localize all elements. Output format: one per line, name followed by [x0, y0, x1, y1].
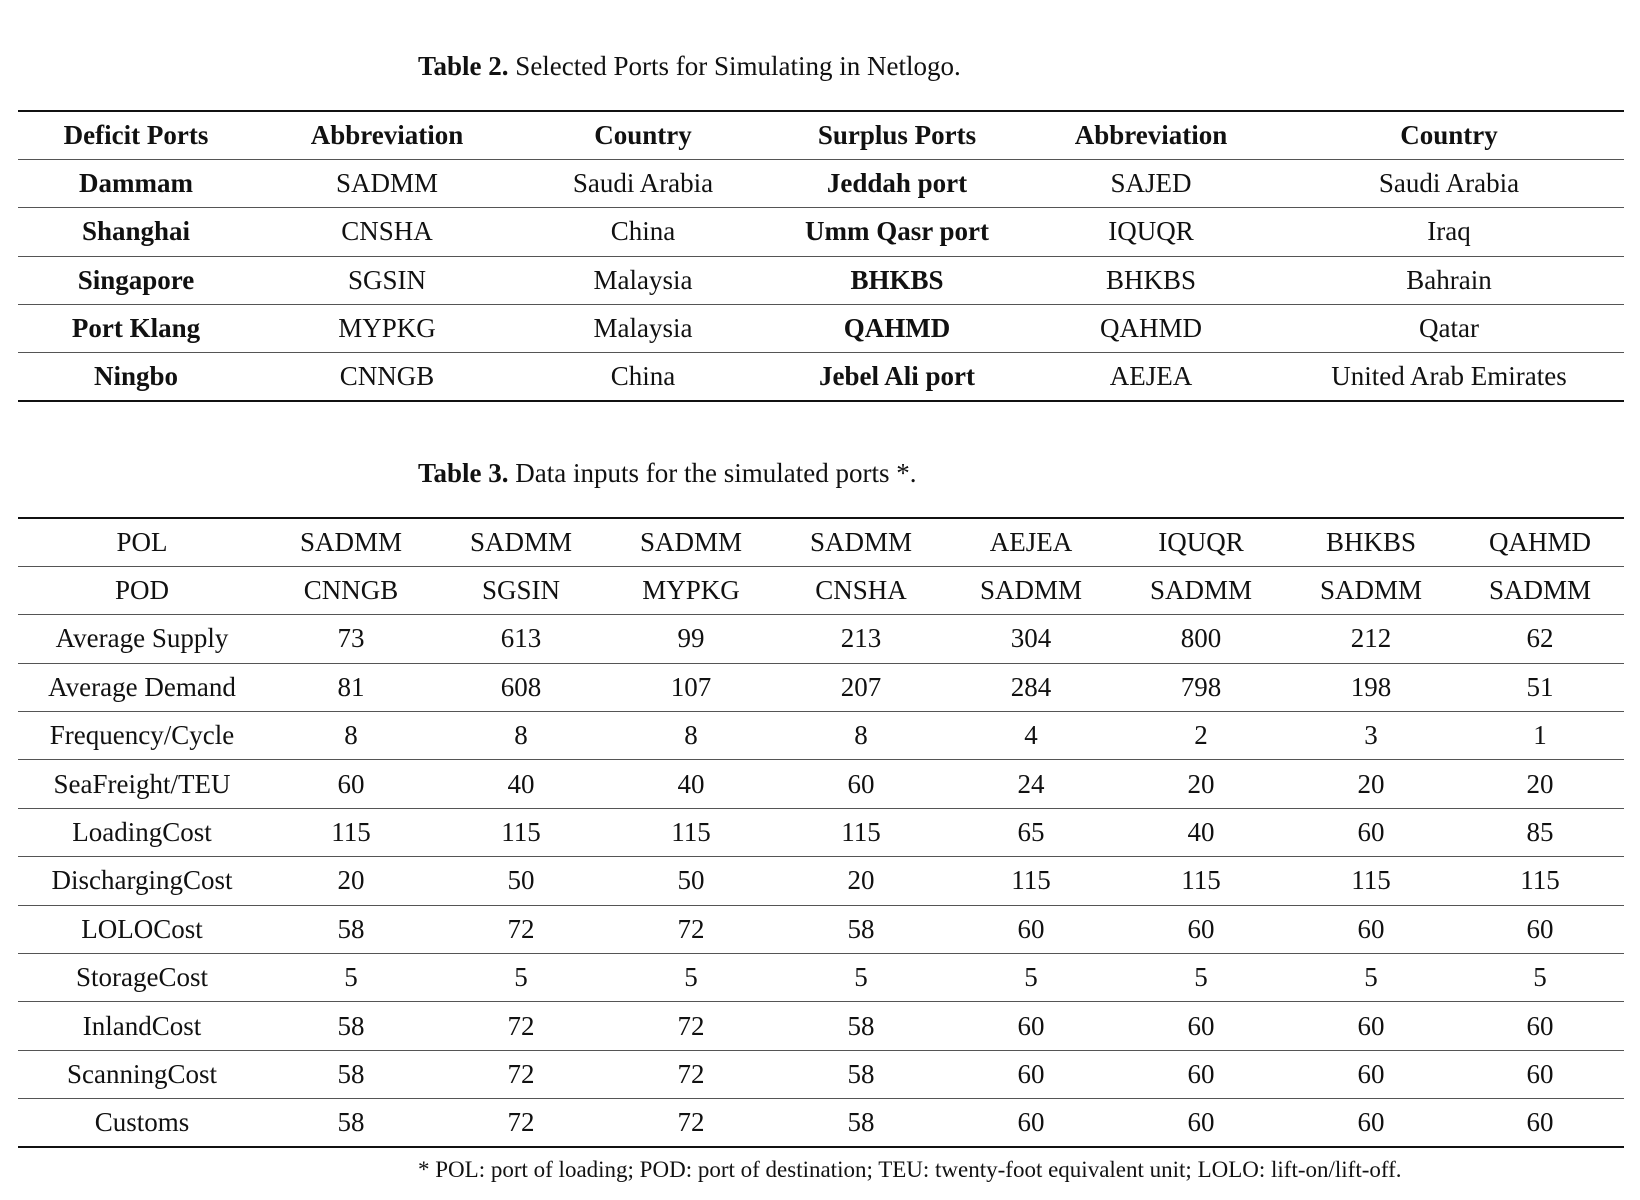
value-cell: 72 [606, 1002, 776, 1050]
table-row [18, 1002, 1624, 1050]
value-cell: 304 [946, 615, 1116, 663]
deficit-port-cell: Ningbo [93, 361, 179, 392]
surplus-port-cell: BHKBS [766, 256, 1028, 304]
value-cell: 72 [436, 1002, 606, 1050]
value-cell: 60 [946, 1050, 1116, 1098]
abbreviation-cell: IQUQR [1028, 208, 1274, 256]
row-label-cell: ScanningCost [18, 1050, 266, 1098]
table-row [18, 1050, 1624, 1098]
deficit-port-cell: Shanghai [18, 208, 254, 256]
value-cell: 198 [1286, 663, 1456, 711]
value-cell: 284 [946, 663, 1116, 711]
value-cell: 8 [606, 712, 776, 760]
table-row [18, 353, 1624, 401]
table3-label: Table 3. [418, 458, 509, 488]
surplus-port-cell: Jeddah port [766, 159, 1028, 207]
table-row [18, 256, 1624, 304]
country-cell: United Arab Emirates [1331, 361, 1567, 392]
value-cell: 81 [266, 663, 436, 711]
deficit-port-cell: Port Klang [18, 305, 254, 353]
value-cell: 212 [1286, 615, 1456, 663]
value-cell: 40 [1116, 808, 1286, 856]
table2-header-abbreviation: Abbreviation [254, 111, 520, 159]
value-cell: 60 [1017, 1107, 1045, 1138]
value-cell: 50 [436, 857, 606, 905]
value-cell: 5 [606, 954, 776, 1002]
row-label-cell: Frequency/Cycle [18, 712, 266, 760]
deficit-port-cell: Dammam [18, 159, 254, 207]
value-cell: SADMM [776, 518, 946, 566]
value-cell: 115 [946, 857, 1116, 905]
value-cell: SADMM [946, 566, 1116, 614]
value-cell: 213 [776, 615, 946, 663]
value-cell: 60 [1357, 1107, 1385, 1138]
row-label-cell: LOLOCost [18, 905, 266, 953]
table3-footnote: * POL: port of loading; POD: port of destination; TEU: twenty-foot equivalent unit; LOLO: lift-on/lift-off. [418, 1157, 1402, 1182]
row-label-cell: Customs [94, 1107, 190, 1138]
value-cell: IQUQR [1116, 518, 1286, 566]
table-row [18, 615, 1624, 663]
table-row [18, 305, 1624, 353]
value-cell: 20 [1116, 760, 1286, 808]
value-cell: 5 [266, 954, 436, 1002]
abbreviation-cell: SGSIN [254, 256, 520, 304]
value-cell: 20 [266, 857, 436, 905]
value-cell: 5 [436, 954, 606, 1002]
table2 [18, 110, 1624, 402]
table-row [18, 663, 1624, 711]
row-label-cell: Average Demand [18, 663, 266, 711]
table-row [18, 159, 1624, 207]
value-cell: CNSHA [776, 566, 946, 614]
value-cell: SADMM [1286, 566, 1456, 614]
table2-header-country-2: Country [1274, 111, 1624, 159]
value-cell: 50 [606, 857, 776, 905]
table2-header-surplus-ports: Surplus Ports [766, 111, 1028, 159]
value-cell: QAHMD [1456, 518, 1624, 566]
row-label-cell: DischargingCost [18, 857, 266, 905]
value-cell: 5 [946, 954, 1116, 1002]
value-cell: 60 [1286, 1002, 1456, 1050]
value-cell: 4 [946, 712, 1116, 760]
value-cell: 60 [1456, 1050, 1624, 1098]
table-row [18, 760, 1624, 808]
country-cell: Saudi Arabia [520, 159, 766, 207]
value-cell: 60 [1286, 905, 1456, 953]
value-cell: 60 [1526, 1107, 1554, 1138]
value-cell: 613 [436, 615, 606, 663]
value-cell: 24 [946, 760, 1116, 808]
table-row [18, 566, 1624, 614]
value-cell: 3 [1286, 712, 1456, 760]
value-cell: SADMM [1116, 566, 1286, 614]
abbreviation-cell: AEJEA [1109, 361, 1193, 392]
table3-caption-text: Data inputs for the simulated ports *. [515, 458, 917, 488]
value-cell: 58 [337, 1107, 365, 1138]
abbreviation-cell: MYPKG [254, 305, 520, 353]
value-cell: 8 [266, 712, 436, 760]
value-cell: 800 [1116, 615, 1286, 663]
value-cell: CNNGB [266, 566, 436, 614]
value-cell: 65 [946, 808, 1116, 856]
table-row [18, 208, 1624, 256]
abbreviation-cell: CNNGB [339, 361, 435, 392]
value-cell: 20 [1456, 760, 1624, 808]
value-cell: 798 [1116, 663, 1286, 711]
value-cell: 5 [1116, 954, 1286, 1002]
value-cell: 60 [1187, 1107, 1215, 1138]
value-cell: 60 [776, 760, 946, 808]
table-row [18, 857, 1624, 905]
country-cell: Bahrain [1274, 256, 1624, 304]
abbreviation-cell: QAHMD [1028, 305, 1274, 353]
row-label-cell: StorageCost [18, 954, 266, 1002]
value-cell: 207 [776, 663, 946, 711]
country-cell: Malaysia [520, 256, 766, 304]
table-row [18, 808, 1624, 856]
value-cell: 115 [1116, 857, 1286, 905]
table2-label: Table 2. [418, 51, 509, 81]
row-label-cell: InlandCost [18, 1002, 266, 1050]
value-cell: SADMM [436, 518, 606, 566]
value-cell: 60 [1456, 1002, 1624, 1050]
value-cell: 60 [266, 760, 436, 808]
value-cell: 1 [1456, 712, 1624, 760]
value-cell: 8 [436, 712, 606, 760]
value-cell: 58 [266, 1002, 436, 1050]
value-cell: SADMM [1456, 566, 1624, 614]
country-cell: Saudi Arabia [1274, 159, 1624, 207]
country-cell: Qatar [1274, 305, 1624, 353]
table2-header-country: Country [520, 111, 766, 159]
value-cell: 72 [606, 905, 776, 953]
deficit-port-cell: Singapore [18, 256, 254, 304]
value-cell: 60 [1116, 1002, 1286, 1050]
row-label-cell: Average Supply [18, 615, 266, 663]
value-cell: 5 [1456, 954, 1624, 1002]
value-cell: AEJEA [946, 518, 1116, 566]
value-cell: SADMM [266, 518, 436, 566]
abbreviation-cell: SAJED [1028, 159, 1274, 207]
value-cell: 115 [1286, 857, 1456, 905]
row-label-cell: POL [18, 518, 266, 566]
table3-body [18, 518, 1624, 1147]
value-cell: 58 [266, 905, 436, 953]
value-cell: 62 [1456, 615, 1624, 663]
value-cell: 60 [1456, 905, 1624, 953]
table-row [18, 905, 1624, 953]
abbreviation-cell: CNSHA [254, 208, 520, 256]
value-cell: 40 [606, 760, 776, 808]
table3-caption [418, 456, 916, 490]
value-cell: 72 [436, 905, 606, 953]
value-cell: 58 [847, 1107, 875, 1138]
value-cell: 5 [776, 954, 946, 1002]
value-cell: 60 [946, 905, 1116, 953]
value-cell: 8 [776, 712, 946, 760]
table3 [18, 517, 1624, 1148]
surplus-port-cell: QAHMD [766, 305, 1028, 353]
value-cell: 107 [606, 663, 776, 711]
value-cell: 51 [1456, 663, 1624, 711]
value-cell: 72 [436, 1050, 606, 1098]
value-cell: 40 [436, 760, 606, 808]
value-cell: 60 [1116, 905, 1286, 953]
value-cell: 20 [776, 857, 946, 905]
country-cell: Malaysia [520, 305, 766, 353]
value-cell: SGSIN [436, 566, 606, 614]
table2-header-deficit-ports: Deficit Ports [18, 111, 254, 159]
value-cell: MYPKG [606, 566, 776, 614]
value-cell: 115 [266, 808, 436, 856]
value-cell: 20 [1286, 760, 1456, 808]
surplus-port-cell: Jebel Ali port [819, 361, 975, 392]
value-cell: 2 [1116, 712, 1286, 760]
value-cell: 115 [776, 808, 946, 856]
value-cell: 85 [1456, 808, 1624, 856]
country-cell: China [520, 208, 766, 256]
value-cell: 115 [436, 808, 606, 856]
value-cell: 72 [606, 1050, 776, 1098]
value-cell: 58 [776, 1050, 946, 1098]
row-label-cell: POD [18, 566, 266, 614]
value-cell: 60 [946, 1002, 1116, 1050]
value-cell: 60 [1116, 1050, 1286, 1098]
value-cell: 73 [266, 615, 436, 663]
value-cell: 58 [776, 1002, 946, 1050]
abbreviation-cell: BHKBS [1028, 256, 1274, 304]
value-cell: 115 [1456, 857, 1624, 905]
table2-caption-text: Selected Ports for Simulating in Netlogo. [515, 51, 961, 81]
value-cell: 60 [1286, 1050, 1456, 1098]
row-label-cell: LoadingCost [18, 808, 266, 856]
value-cell: 58 [266, 1050, 436, 1098]
table-row [18, 1099, 1624, 1147]
value-cell: 60 [1286, 808, 1456, 856]
value-cell: 72 [507, 1107, 535, 1138]
value-cell: BHKBS [1286, 518, 1456, 566]
table2-caption [418, 49, 961, 83]
country-cell: China [610, 361, 676, 392]
row-label-cell: SeaFreight/TEU [18, 760, 266, 808]
country-cell: Iraq [1274, 208, 1624, 256]
table2-header-abbreviation-2: Abbreviation [1028, 111, 1274, 159]
table-row [18, 954, 1624, 1002]
value-cell: 115 [606, 808, 776, 856]
table-row [18, 518, 1624, 566]
value-cell: 608 [436, 663, 606, 711]
abbreviation-cell: SADMM [254, 159, 520, 207]
value-cell: SADMM [606, 518, 776, 566]
value-cell: 99 [606, 615, 776, 663]
surplus-port-cell: Umm Qasr port [766, 208, 1028, 256]
value-cell: 5 [1286, 954, 1456, 1002]
table-row [18, 712, 1624, 760]
value-cell: 58 [776, 905, 946, 953]
table2-header-row [18, 111, 1624, 159]
value-cell: 72 [677, 1107, 705, 1138]
